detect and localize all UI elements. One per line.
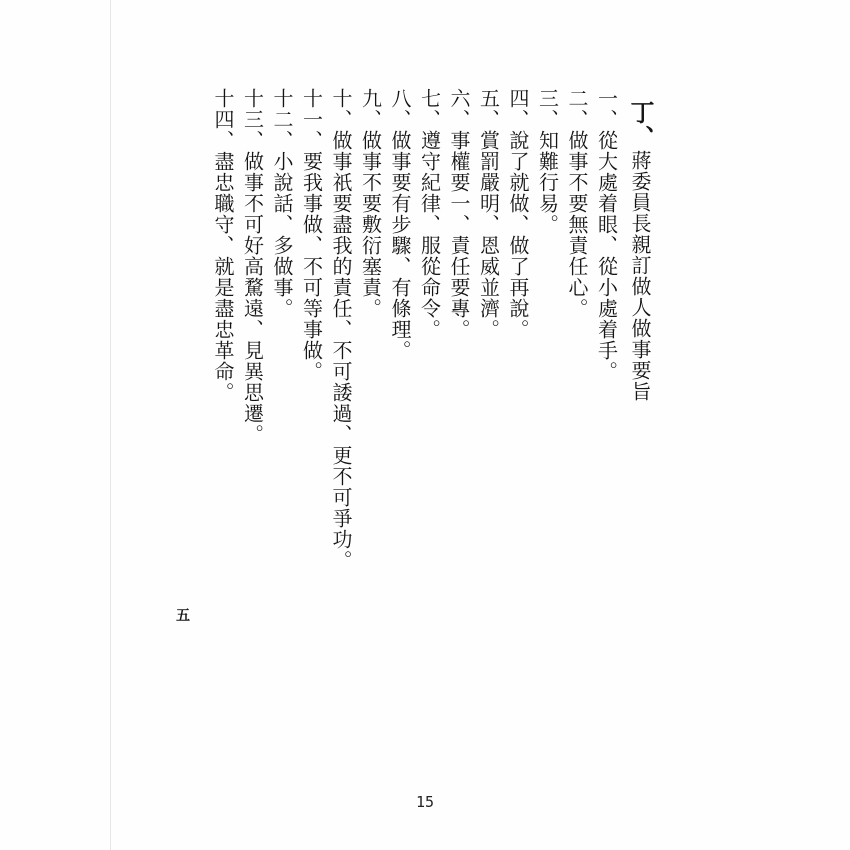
page-number: 15 <box>415 793 435 811</box>
list-item: 六、事權要一、責任要專。 <box>447 88 471 340</box>
list-item: 十四、盡忠職守、就是盡忠革命。 <box>211 88 235 403</box>
page-edge-line <box>110 0 111 850</box>
list-item: 十二、小說話、多做事。 <box>270 88 294 319</box>
list-item: 十一、要我事做、不可等事做。 <box>299 88 324 382</box>
list-item: 八、做事要有步驟、有條理。 <box>388 88 412 361</box>
list-item: 五、賞罰嚴明、恩威並濟。 <box>476 88 501 340</box>
vertical-text-block <box>208 88 656 571</box>
list-item: 十、做事祇要盡我的責任、不可諉過、更不可爭功。 <box>329 88 353 571</box>
list-item: 二、做事不要無責任心。 <box>565 88 589 319</box>
margin-page-number: 五 <box>176 608 190 624</box>
list-item: 一、從大處着眼、從小處着手。 <box>594 88 619 382</box>
heading-title: 蔣委員長親訂做人做事要旨 <box>628 150 652 402</box>
list-item: 十三、做事不可好高騖遠、見異思遷。 <box>240 88 265 445</box>
list-item: 三、知難行易。 <box>535 88 560 235</box>
document-heading <box>625 100 656 528</box>
list-item: 四、說了就做、做了再說。 <box>506 88 530 340</box>
list-item: 七、遵守紀律、服從命令。 <box>417 88 442 340</box>
list-item: 九、做事不要敷衍塞責。 <box>358 88 383 319</box>
heading-mark: 丁、 <box>626 100 655 150</box>
